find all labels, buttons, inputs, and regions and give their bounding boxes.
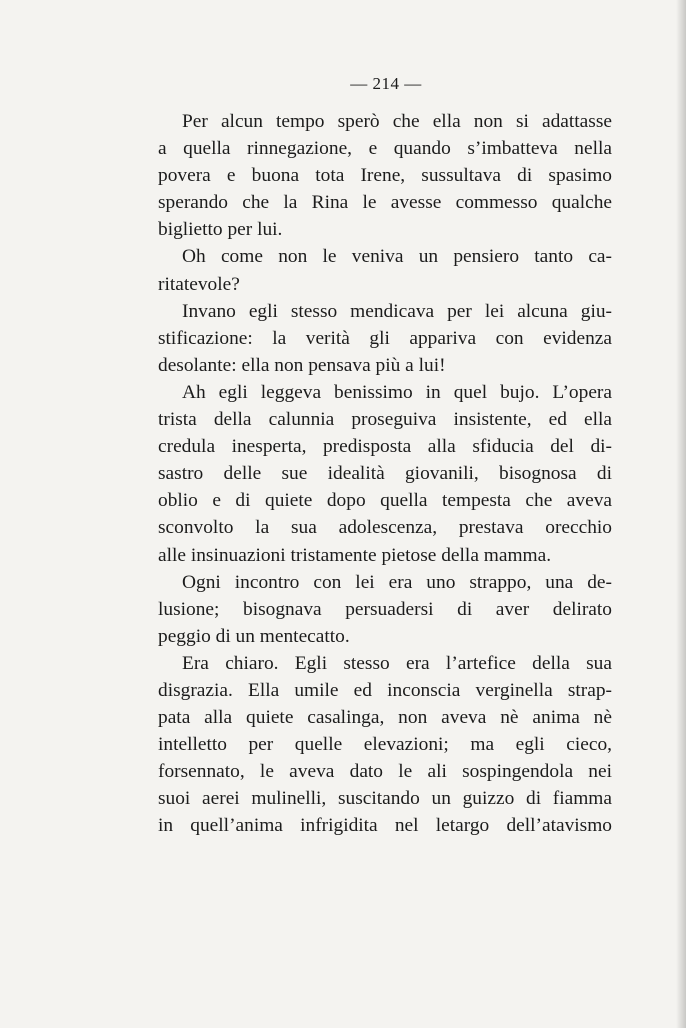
text-line: biglietto per lui.	[158, 219, 283, 241]
text-line: suoi aerei mulinelli, suscitando un guizzo di fiamma	[158, 788, 612, 810]
text-line: sconvolto la sua adolescenza, prestava orecchio	[158, 517, 612, 539]
text-line: stificazione: la verità gli appariva con evidenza	[158, 327, 612, 349]
text-line: desolante: ella non pensava più a lui!	[158, 354, 446, 376]
text-line: a quella rinnegazione, e quando s’imbatteva nella	[158, 138, 612, 160]
text-line: peggio di un mentecatto.	[158, 625, 350, 647]
text-line: intelletto per quelle elevazioni; ma egli cieco,	[158, 734, 612, 756]
text-line: trista della calunnia proseguiva insistente, ed ella	[158, 409, 612, 431]
text-line: Era chiaro. Egli stesso era l’artefice della sua	[182, 652, 612, 674]
text-line: in quell’anima infrigidita nel letargo dell’atavismo	[158, 815, 612, 837]
text-line: Per alcun tempo sperò che ella non si adattasse	[182, 111, 612, 132]
text-line: lusione; bisognava persuadersi di aver delirato	[158, 598, 612, 620]
page-number: — 214 —	[350, 74, 422, 93]
text-line: ritatevole?	[158, 273, 240, 295]
text-line: alle insinuazioni tristamente pietose della mamma.	[158, 544, 552, 566]
text-line: oblio e di quiete dopo quella tempesta che aveva	[158, 490, 612, 512]
text-line: sperando che la Rina le avesse commesso qualche	[158, 192, 612, 214]
text-line: credula inesperta, predisposta alla sfiducia del di-	[158, 436, 612, 458]
text-line: disgrazia. Ella umile ed inconscia verginella strap-	[158, 679, 612, 701]
text-line: Invano egli stesso mendicava per lei alcuna giu-	[182, 300, 612, 322]
body-text	[158, 108, 612, 840]
text-line: pata alla quiete casalinga, non aveva nè anima nè	[158, 707, 612, 729]
text-line: Ogni incontro con lei era uno strappo, una de-	[182, 571, 612, 593]
text-line: povera e buona tota Irene, sussultava di spasimo	[158, 165, 612, 187]
text-line: Ah egli leggeva benissimo in quel bujo. L’opera	[182, 381, 612, 403]
page-edge-shadow	[676, 0, 686, 1028]
text-line: sastro delle sue idealità giovanili, bisognosa di	[158, 463, 612, 485]
text-line: Oh come non le veniva un pensiero tanto ca-	[182, 246, 612, 268]
text-line: forsennato, le aveva dato le ali sospingendola nei	[158, 761, 612, 783]
